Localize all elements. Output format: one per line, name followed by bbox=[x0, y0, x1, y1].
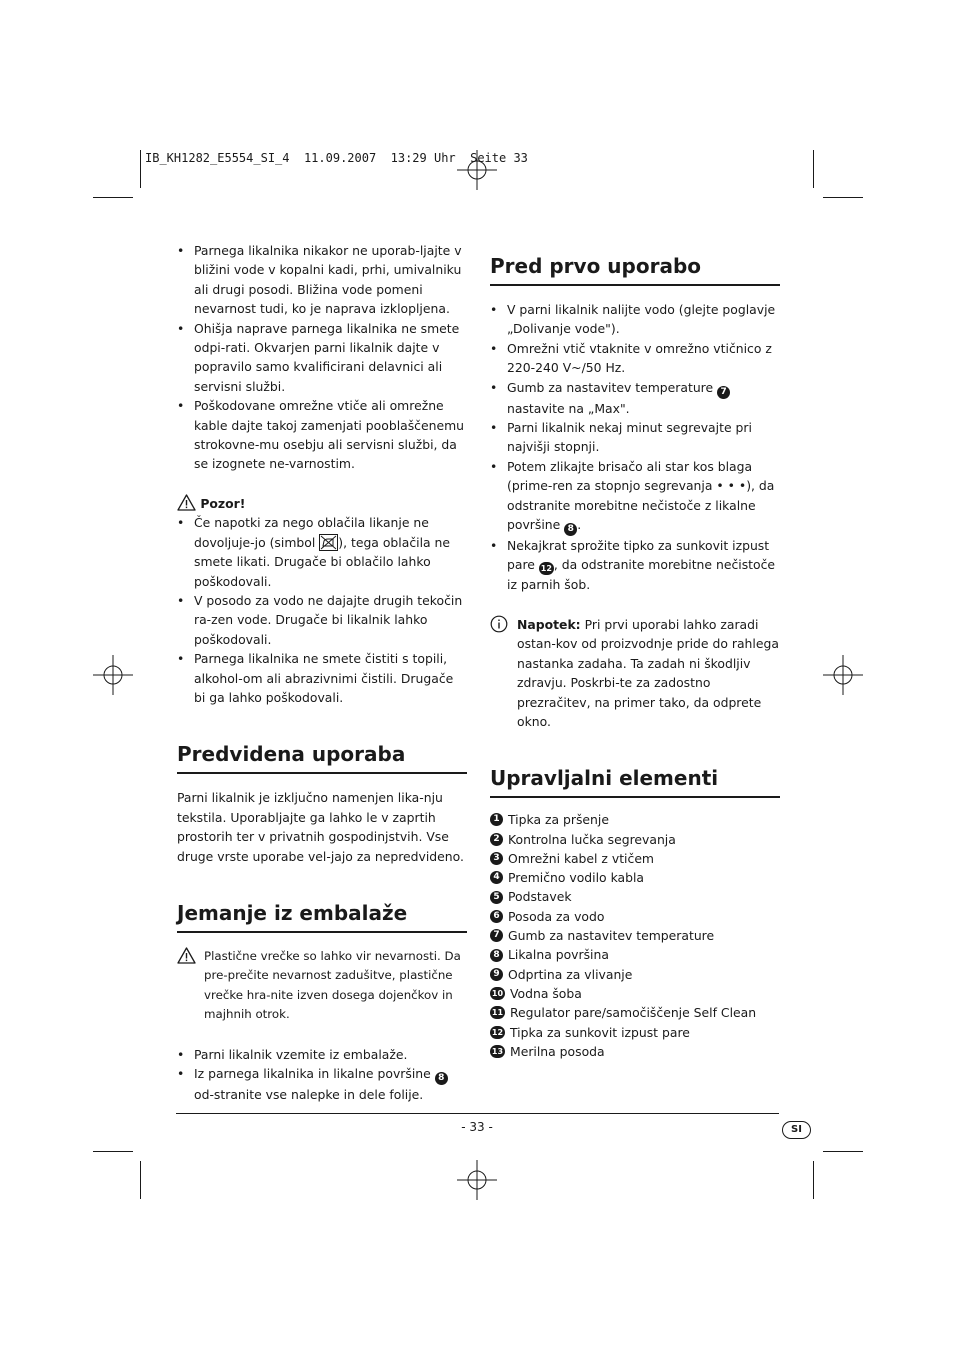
crop-mark bbox=[813, 1161, 814, 1199]
text: Gumb za nastavitev temperature bbox=[507, 379, 714, 395]
control-label: Kontrolna lučka segrevanja bbox=[508, 831, 676, 847]
first-use-list bbox=[490, 300, 780, 595]
list-item bbox=[490, 849, 780, 868]
number-badge: 6 bbox=[490, 910, 503, 923]
crop-mark bbox=[140, 150, 141, 188]
controls-list bbox=[490, 810, 780, 1061]
control-label: Likalna površina bbox=[508, 947, 609, 963]
list-item bbox=[490, 965, 780, 984]
list-item bbox=[490, 457, 780, 536]
number-badge: 12 bbox=[491, 1027, 504, 1037]
unpack-warning bbox=[177, 947, 467, 1025]
left-column bbox=[177, 241, 467, 1104]
registration-mark-icon bbox=[457, 1160, 497, 1200]
text: . bbox=[577, 517, 582, 533]
warning-triangle-icon bbox=[177, 947, 196, 964]
unpack-list bbox=[177, 1045, 467, 1105]
list-item bbox=[490, 1003, 780, 1022]
list-item bbox=[490, 984, 780, 1003]
note-text: Pri prvi uporabi lahko zaradi ostan-kov od proizvodnje pride do rahlega nastanka zadaha. Ta zadah ni škodljiv zdravju. Poskrbi-te za zadostno prezračitev, na primer tako, da odprete okno. bbox=[517, 616, 779, 729]
number-badge: 7 bbox=[490, 929, 503, 942]
crop-mark bbox=[823, 197, 863, 198]
section-title-unpacking: Jemanje iz embalaže bbox=[177, 900, 467, 933]
list-item bbox=[490, 945, 780, 964]
control-label: Posoda za vodo bbox=[508, 908, 605, 924]
language-badge: SI bbox=[782, 1121, 811, 1139]
number-badge: 3 bbox=[490, 852, 503, 865]
text: Če napotki za nego oblačila likanje ne dovoljuje-jo (simbol bbox=[194, 515, 429, 550]
number-badge: 12 bbox=[540, 564, 552, 574]
list-item: • Ohišja naprave parnega likalnika ne smete odpi-rati. Okvarjen parni likalnik dajte v popravilo samo kvalificirani delavnici ali servisni službi. bbox=[177, 319, 467, 397]
section-title-intended-use: Predvidena uporaba bbox=[177, 741, 467, 774]
text: Nekajkrat sprožite tipko za sunkovit izpust pare bbox=[507, 538, 770, 573]
crop-mark bbox=[93, 197, 133, 198]
registration-mark-icon bbox=[457, 150, 497, 190]
list-item bbox=[490, 1042, 780, 1061]
list-item bbox=[490, 378, 780, 418]
caution-list bbox=[177, 513, 467, 707]
control-label: Tipka za pršenje bbox=[508, 812, 609, 828]
list-item bbox=[490, 926, 780, 945]
number-badge: 7 bbox=[717, 386, 730, 399]
list-item: • Parnega likalnika nikakor ne uporab-ljajte v bližini vode v kopalni kadi, prhi, umivalniku ali drugi posodi. Bližina vode pomeni nevarnost tudi, ko je naprava izklopljena. bbox=[177, 241, 467, 319]
control-label: Regulator pare/samočiščenje Self Clean bbox=[510, 1005, 757, 1021]
text: Potem zlikajte brisačo ali star kos blaga (prime-ren za stopnjo segrevanja • • •), da odstranite morebitne nečistoče z likalne površine bbox=[507, 458, 775, 533]
list-item bbox=[490, 1023, 780, 1042]
list-item: • Poškodovane omrežne vtiče ali omrežne kable dajte takoj zamenjati pooblaščenemu strokovne-mu osebju ali servisni službi, da se izognete ne-varnostim. bbox=[177, 396, 467, 474]
crop-mark bbox=[813, 150, 814, 188]
section-title-first-use: Pred prvo uporabo bbox=[490, 253, 780, 286]
control-label: Merilna posoda bbox=[510, 1043, 605, 1059]
crop-mark bbox=[140, 1161, 141, 1199]
print-slug: IB_KH1282_E5554_SI_4 11.09.2007 13:29 Uhr Seite 33 bbox=[145, 151, 528, 165]
list-item bbox=[490, 536, 780, 595]
number-badge: 1 bbox=[490, 813, 503, 826]
number-badge: 8 bbox=[490, 949, 503, 962]
note-label: Napotek: bbox=[517, 616, 581, 632]
footer-divider bbox=[176, 1113, 779, 1114]
number-badge: 4 bbox=[490, 871, 503, 884]
list-item bbox=[177, 513, 467, 591]
number-badge: 9 bbox=[490, 968, 503, 981]
number-badge: 11 bbox=[491, 1008, 504, 1018]
control-label: Premično vodilo kabla bbox=[508, 870, 645, 886]
list-item: • Parni likalnik nekaj minut segrevajte pri najvišji stopnji. bbox=[490, 418, 780, 457]
list-item bbox=[490, 830, 780, 849]
intended-use-text: Parni likalnik je izključno namenjen lika-nju tekstila. Uporabljajte ga lahko le v zaprtih prostorih ter v privatnih gospodinjstvih. Vse druge vrste uporabe vel-jajo za nepredvideno. bbox=[177, 790, 464, 864]
number-badge: 8 bbox=[435, 1072, 448, 1085]
list-item bbox=[490, 868, 780, 887]
text: , da odstranite morebitne nečistoče iz parnih šob. bbox=[507, 557, 776, 593]
list-item bbox=[490, 810, 780, 829]
info-icon bbox=[490, 615, 508, 633]
text: nastavite na „Max". bbox=[507, 400, 630, 416]
safety-list bbox=[177, 241, 467, 474]
number-badge: 13 bbox=[491, 1047, 504, 1057]
text: od-stranite vse nalepke in dele folije. bbox=[194, 1087, 424, 1102]
list-item: • Parnega likalnika ne smete čistiti s topili, alkohol-om ali abrazivnimi čistili. Drugače bi ga lahko poškodovali. bbox=[177, 649, 467, 707]
list-item: • Parni likalnik vzemite iz embalaže. bbox=[177, 1045, 467, 1064]
list-item: • Omrežni vtič vtaknite v omrežno vtičnico z 220-240 V~/50 Hz. bbox=[490, 339, 780, 378]
right-column bbox=[490, 253, 780, 1061]
control-label: Podstavek bbox=[508, 889, 572, 905]
warning-text: Plastične vrečke so lahko vir nevarnosti. Da pre-prečite nevarnost zadušitve, plastične vrečke hra-nite izven dosega dojenčkov in majhnih otrok. bbox=[204, 948, 461, 1022]
text: Iz parnega likalnika in likalne površine bbox=[194, 1066, 431, 1081]
control-label: Omrežni kabel z vtičem bbox=[508, 850, 655, 866]
caution-label: Pozor! bbox=[200, 495, 246, 511]
section-title-controls: Upravljalni elementi bbox=[490, 765, 780, 798]
number-badge: 2 bbox=[490, 833, 503, 846]
text: ), tega oblačila ne smete likati. Drugače bi oblačilo lahko poškodovali. bbox=[194, 534, 451, 589]
list-item bbox=[490, 907, 780, 926]
control-label: Vodna šoba bbox=[510, 985, 582, 1001]
crop-mark bbox=[823, 1151, 863, 1152]
number-badge: 5 bbox=[490, 891, 503, 904]
list-item bbox=[177, 1064, 467, 1104]
registration-mark-icon bbox=[823, 655, 863, 695]
list-item: • V posodo za vodo ne dajajte drugih tekočin ra-zen vode. Drugače bi likalnik lahko poškodovali. bbox=[177, 591, 467, 649]
crop-mark bbox=[93, 1151, 133, 1152]
number-badge: 10 bbox=[491, 989, 504, 999]
number-badge: 8 bbox=[564, 523, 577, 536]
control-label: Gumb za nastavitev temperature bbox=[508, 928, 715, 944]
iron-crossed-icon bbox=[319, 534, 338, 551]
list-item: • V parni likalnik nalijte vodo (glejte poglavje „Dolivanje vode"). bbox=[490, 300, 780, 339]
caution-heading bbox=[177, 494, 467, 513]
note-block bbox=[490, 615, 780, 731]
control-label: Tipka za sunkovit izpust pare bbox=[510, 1024, 690, 1040]
list-item bbox=[490, 888, 780, 907]
page-number: - 33 - bbox=[461, 1120, 493, 1134]
registration-mark-icon bbox=[93, 655, 133, 695]
control-label: Odprtina za vlivanje bbox=[508, 966, 633, 982]
warning-triangle-icon bbox=[177, 494, 196, 511]
